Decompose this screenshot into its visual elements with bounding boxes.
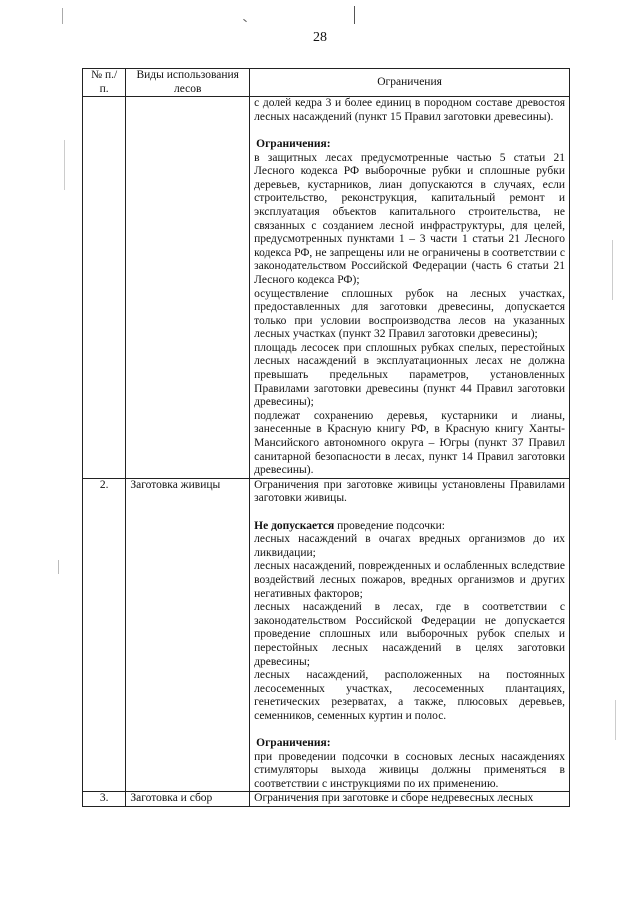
row2-kind: Заготовка живицы: [126, 478, 250, 792]
scan-mark: [354, 6, 355, 24]
row2-line: лесных насаждений в лесах, где в соответствии с законодательством Российской Федерации не допускается проведение сплошных или выборочных рубок спелых и перестойных лесных насаждений в целях заготовки древесины;: [254, 601, 565, 668]
row0-heading: Ограничения:: [256, 137, 331, 150]
row0-kind: [126, 97, 250, 479]
header-num: № п./п.: [83, 69, 126, 97]
row0-line: площадь лесосек при сплошных рубках спелых, перестойных лесных насаждений в эксплуатационных лесах не должна превышать предельных параметров, установленных Правилами заготовки древесины (пункт 44 Правил заготовки древесины);: [254, 341, 565, 409]
row0-num: [83, 97, 126, 479]
row2-line: лесных насаждений, расположенных на постоянных лесосеменных участках, лесосеменных плантациях, генетических резерватах, а также, плюсовых деревьев, семенников, семенных куртин и полос.: [254, 669, 565, 722]
row2-line: лесных насаждений, поврежденных и ослабленных вследствие воздействий лесных пожаров, вредных организмов и других негативных факторов;: [254, 560, 565, 600]
header-kind: Виды использования лесов: [126, 69, 250, 97]
row2-restrictions: [250, 478, 570, 792]
scan-mark: [612, 240, 613, 300]
row0-restrictions: [250, 97, 570, 479]
scan-mark: [64, 140, 65, 190]
row3-restrictions: Ограничения при заготовке и сборе недревесных лесных: [250, 792, 570, 807]
row3-kind: Заготовка и сбор: [126, 792, 250, 807]
row0-line: подлежат сохранению деревья, кустарники и лианы, занесенные в Красную книгу РФ, в Красную книгу Ханты-Мансийского автономного округа – Югры (пункт 37 Правил санитарной безопасности в лесах, пункт 14 Правил заготовки древесины).: [254, 409, 565, 477]
row0-line: в защитных лесах предусмотренные частью 5 статьи 21 Лесного кодекса РФ выборочные рубки и сплошные рубки деревьев, кустарников, лиан допускаются в случаях, если строительство, реконструкция, капитальный ремонт и эксплуатация объектов капитального строительства, не связанных с созданием лесной инфраструктуры, для целей, предусмотренных пунктами 1 – 3 части 1 статьи 21 Лесного кодекса РФ, не запрещены или не ограничены в соответствии с законодательством Российской Федерации (часть 6 статьи 21 Лесного кодекса РФ);: [254, 151, 565, 286]
scan-mark: [58, 560, 59, 574]
table-row: [83, 478, 570, 792]
row0-line: осуществление сплошных рубок на лесных участках, предоставленных для заготовки древесины, допускается только при условии воспроизводства лесов на указанных лесных участках (пункт 32 Правил заготовки древесины);: [254, 287, 565, 341]
table-header-row: [83, 69, 570, 97]
header-restrictions: Ограничения: [250, 69, 570, 97]
table-row: [83, 792, 570, 807]
row0-paragraph: с долей кедра 3 и более единиц в породном составе древостоя лесных насаждений (пункт 15 Правил заготовки древесины).: [254, 97, 565, 123]
scan-mark: [615, 700, 616, 740]
row2-heading: Ограничения:: [256, 737, 331, 750]
row2-forbid: Не допускается проведение подсочки:: [254, 519, 445, 532]
row2-paragraph: Ограничения при заготовке живицы установлены Правилами заготовки живицы.: [254, 478, 565, 505]
table-row: [83, 97, 570, 479]
row3-num: 3.: [83, 792, 126, 807]
row2-last-paragraph: при проведении подсочки в сосновых лесных насаждениях стимуляторы выхода живицы должны применяться в соответствии с инструкциями по их применению.: [254, 750, 565, 790]
row2-line: лесных насаждений в очагах вредных организмов до их ликвидации;: [254, 533, 565, 559]
scan-mark: [62, 8, 63, 24]
row2-num: 2.: [83, 478, 126, 792]
page-number: 28: [313, 30, 327, 45]
scan-mark: [243, 19, 247, 22]
restrictions-table: [82, 68, 570, 807]
